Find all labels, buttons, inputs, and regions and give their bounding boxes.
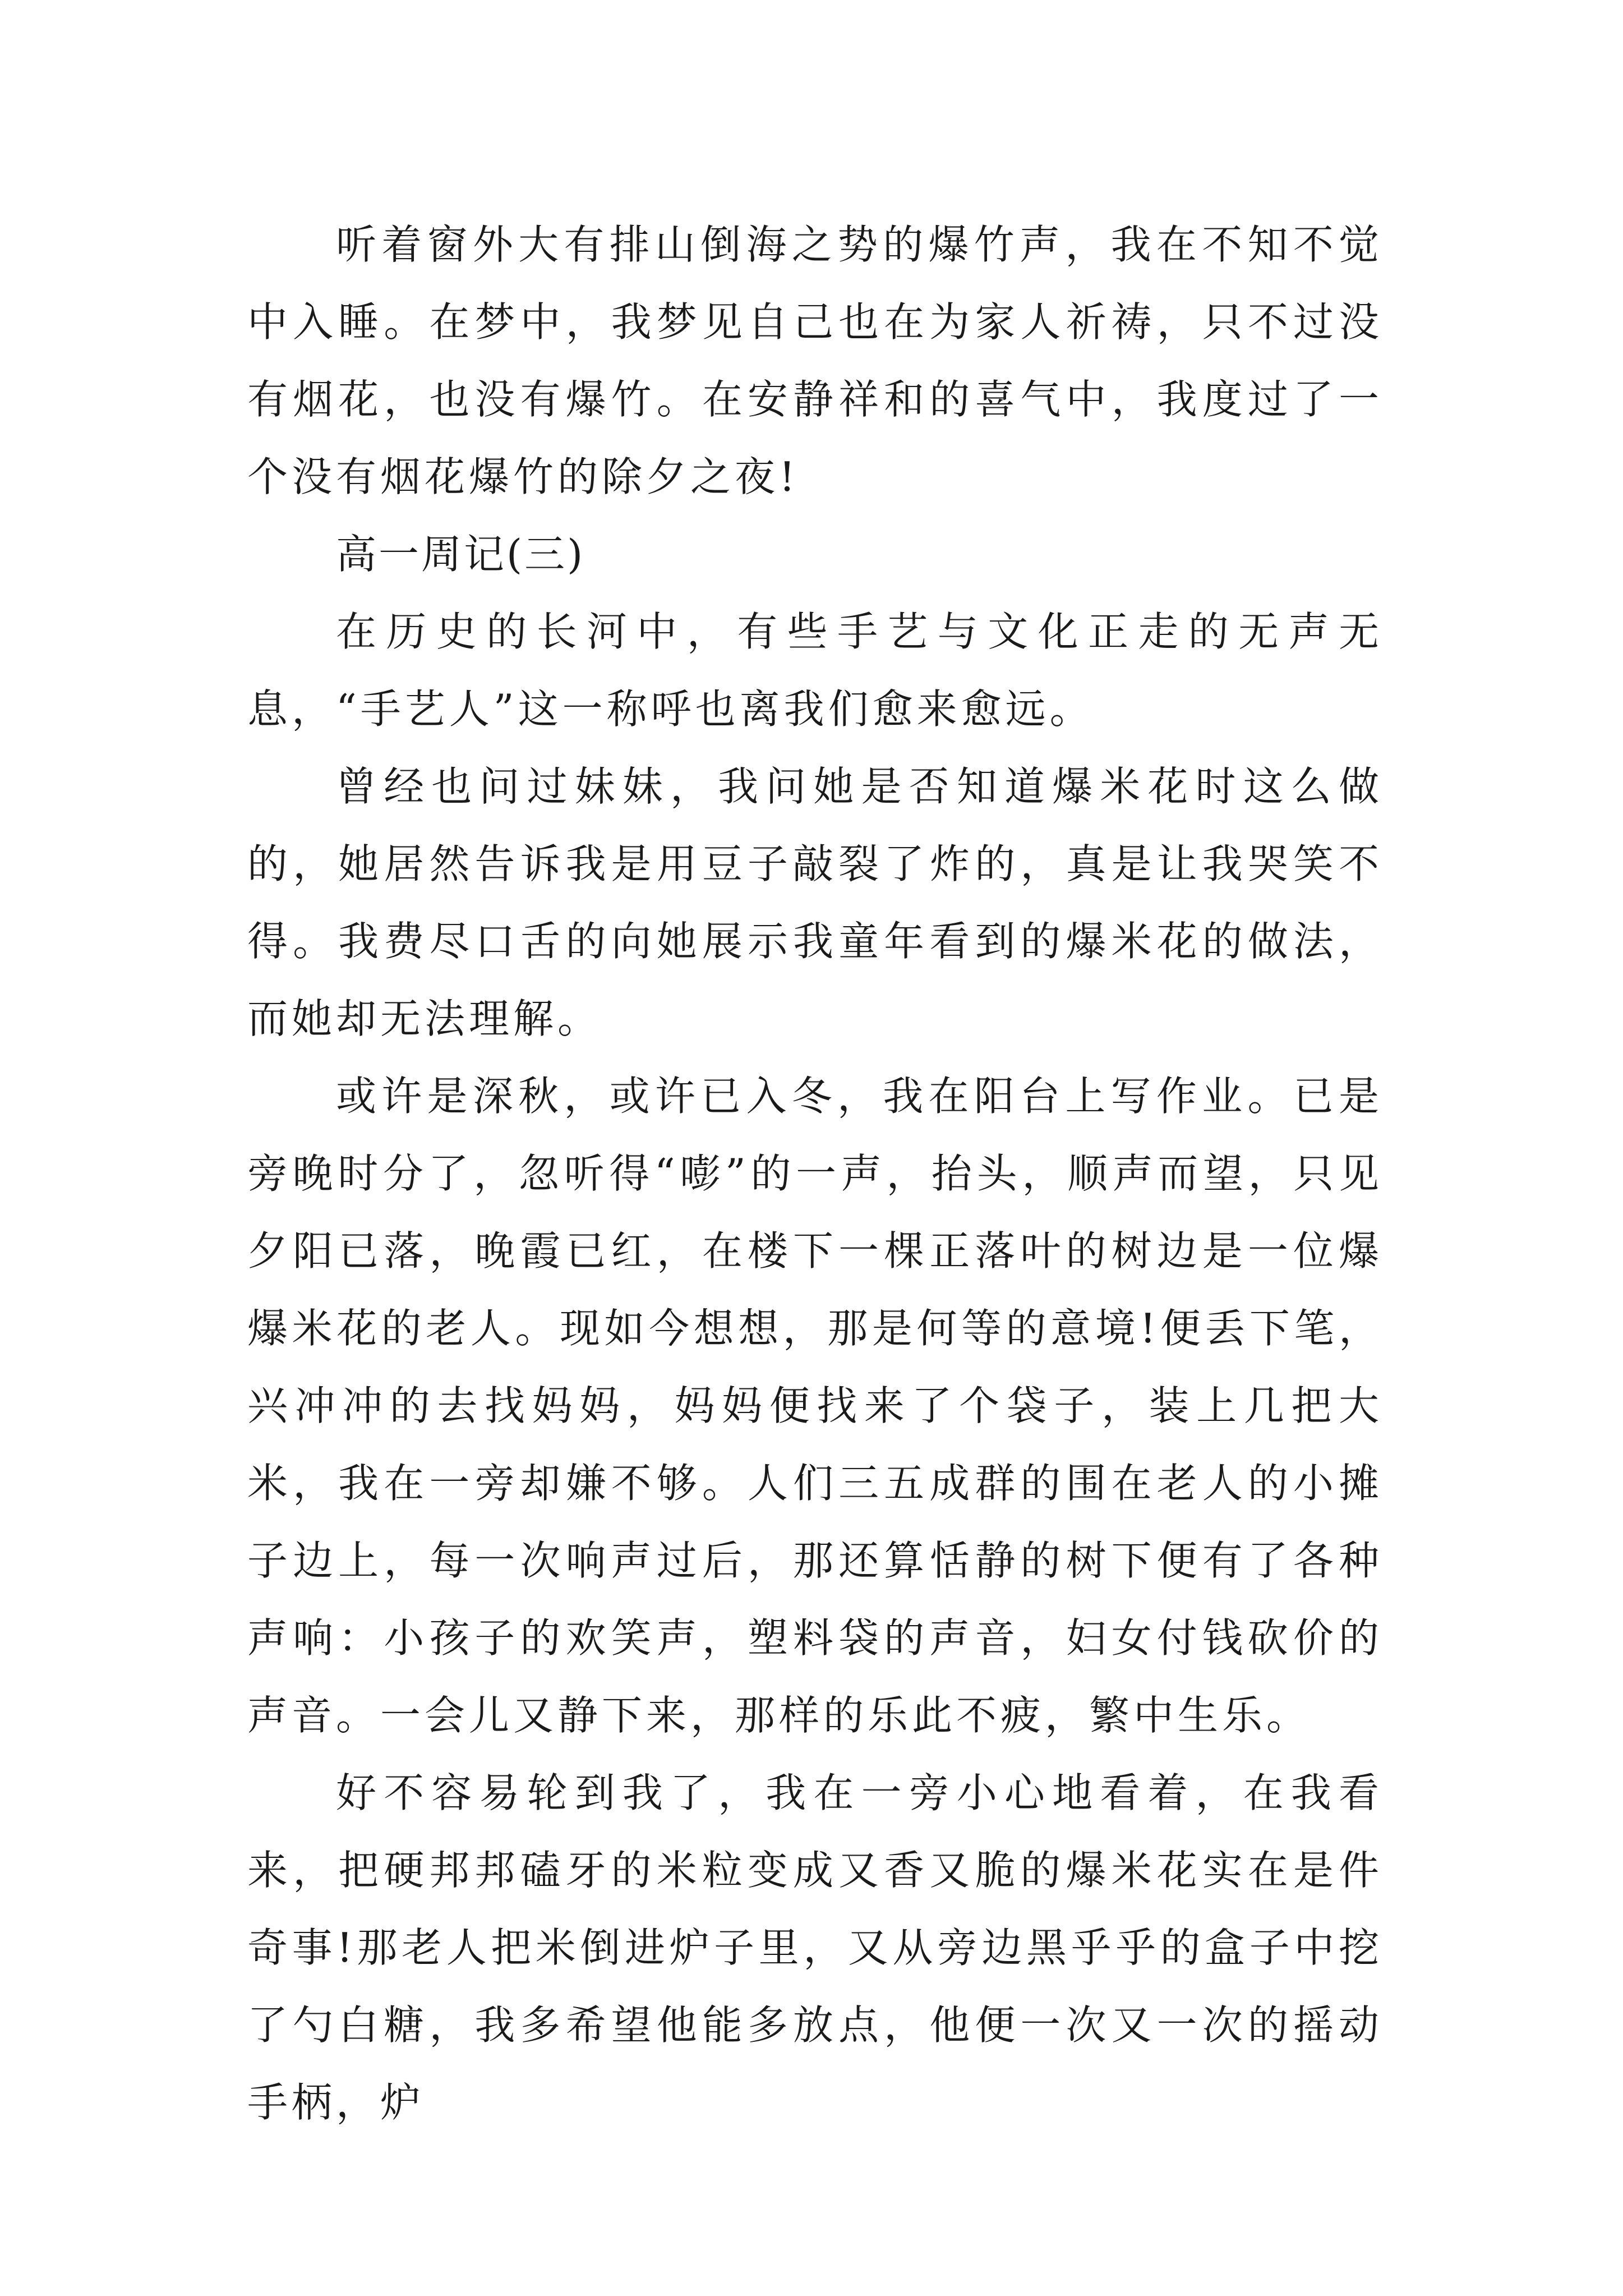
paragraph-new-year-eve-ending: 听着窗外大有排山倒海之势的爆竹声，我在不知不觉中入睡。在梦中，我梦见自己也在为家人祈祷，只不过没有烟花，也没有爆竹。在安静祥和的喜气中，我度过了一个没有烟花爆竹的除夕之夜! [247,221,1383,500]
paragraph-history-river: 在历史的长河中，有些手艺与文化正走的无声无息，“手艺人”这一称呼也离我们愈来愈远。 [247,608,1383,733]
paragraph-late-autumn: 或许是深秋，或许已入冬，我在阳台上写作业。已是旁晚时分了，忽听得“嘭”的一声，抬头，顺声而望，只见夕阳已落，晚霞已红，在楼下一棵正落叶的树边是一位爆爆米花的老人。现如今想想，那是何等的意境!便丢下笔，兴冲冲的去找妈妈，妈妈便找来了个袋子，装上几把大米，我在一旁却嫌不够。人们三五成群的围在老人的小摊子边上，每一次响声过后，那还算恬静的树下便有了各种声响：小孩子的欢笑声，塑料袋的声音，妇女付钱砍价的声音。一会儿又静下来，那样的乐此不疲，繁中生乐。 [247,1073,1383,1739]
document-body [247,206,1383,2141]
paragraph-my-turn: 好不容易轮到我了，我在一旁小心地看着，在我看来，把硬邦邦磕牙的米粒变成又香又脆的爆米花实在是件奇事!那老人把米倒进炉子里，又从旁边黑乎乎的盒子中挖了勺白糖，我多希望他能多放点，他便一次又一次的摇动手柄，炉 [247,1769,1383,2126]
section-heading: 高一周记(三) [336,531,585,578]
paragraph-asked-sister: 曾经也问过妹妹，我问她是否知道爆米花时这么做的，她居然告诉我是用豆子敲裂了炸的，真是让我哭笑不得。我费尽口舌的向她展示我童年看到的爆米花的做法，而她却无法理解。 [247,763,1383,1042]
